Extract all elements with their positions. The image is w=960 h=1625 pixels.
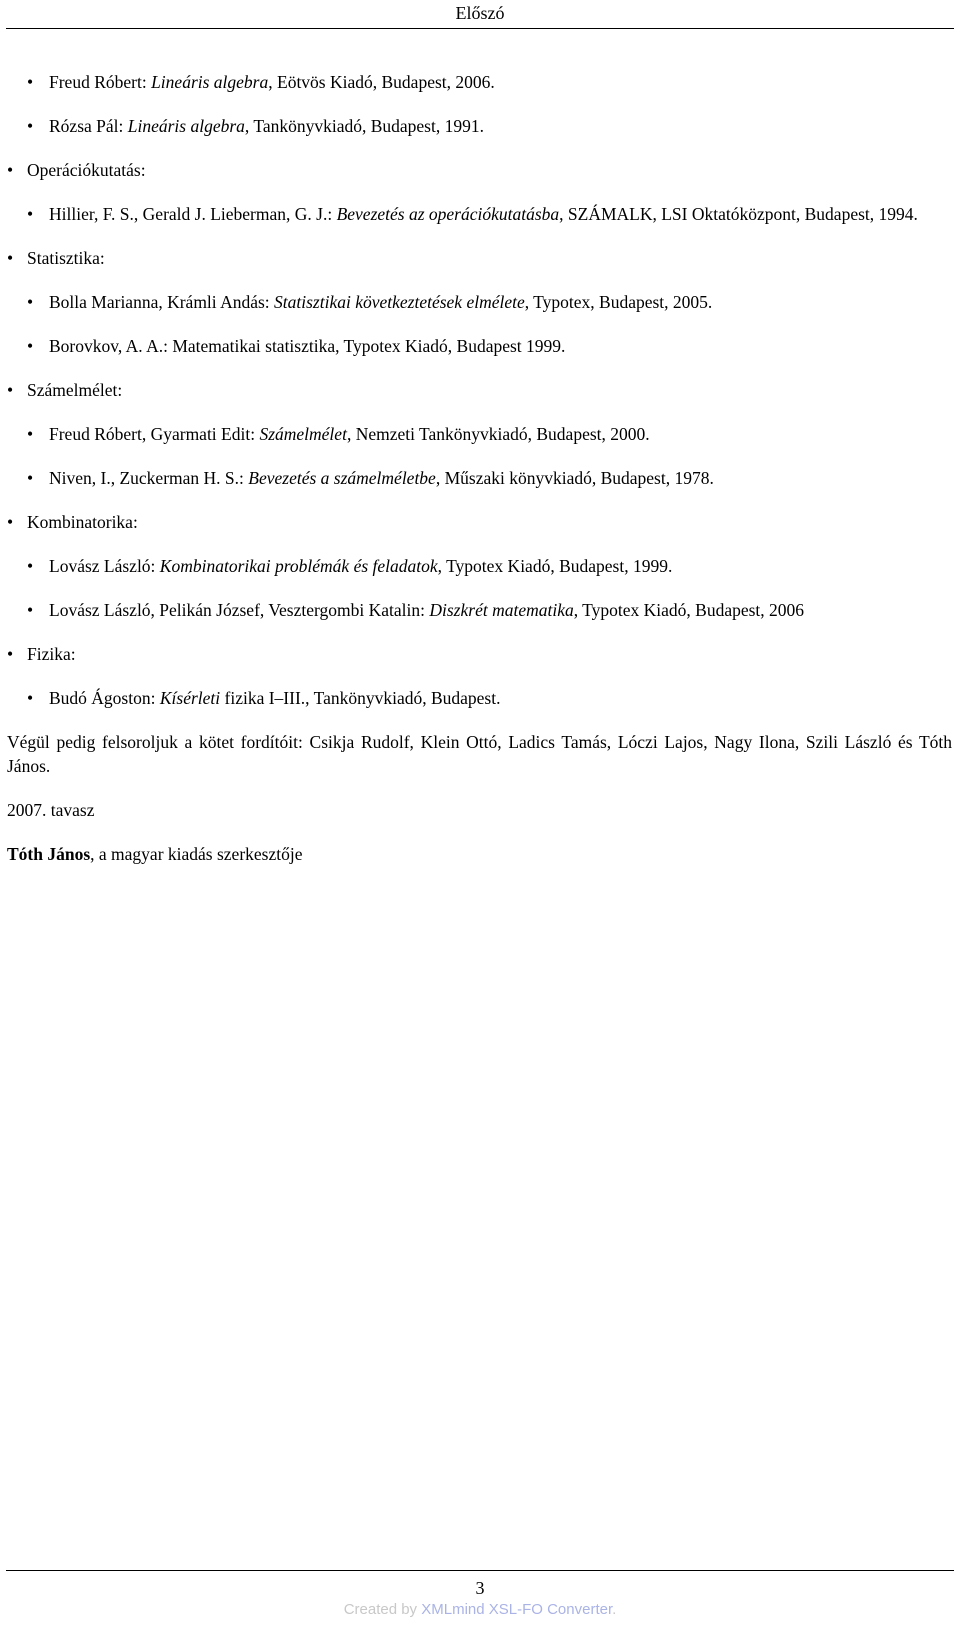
date-line: 2007. tavasz	[7, 800, 95, 820]
item-text: Lovász László, Pelikán József, Vesztergombi Katalin:	[49, 600, 430, 620]
page-content	[7, 70, 952, 886]
list-item	[7, 334, 952, 358]
item-text: , Typotex, Budapest, 2005.	[524, 292, 713, 312]
bullet-icon: •	[27, 336, 34, 356]
item-title: Kísérleti	[159, 688, 221, 708]
item-text: Budó Ágoston:	[49, 688, 160, 708]
item-text: Fizika:	[27, 644, 76, 664]
item-text: Statisztika:	[27, 248, 105, 268]
list-heading	[7, 158, 952, 182]
item-title: Kombinatorikai problémák és feladatok	[159, 556, 438, 576]
item-text: Freud Róbert:	[49, 72, 152, 92]
bullet-icon: •	[27, 72, 34, 92]
item-title: Bevezetés a számelméletbe	[248, 468, 436, 488]
reference-list	[7, 70, 952, 710]
item-text: Freud Róbert, Gyarmati Edit:	[49, 424, 260, 444]
converter-credit	[0, 1600, 960, 1620]
item-title: Lineáris algebra	[127, 116, 245, 136]
bullet-icon: •	[7, 644, 14, 664]
bullet-icon: •	[27, 688, 34, 708]
bullet-icon: •	[7, 248, 14, 268]
list-item	[7, 70, 952, 94]
item-text: , SZÁMALK, LSI Oktatóközpont, Budapest, 1994.	[559, 204, 918, 224]
translators-paragraph: Végül pedig felsoroljuk a kötet fordítóit: Csikja Rudolf, Klein Ottó, Ladics Tamás, Lóczi Lajos, Nagy Ilona, Szili László és Tóth János.	[7, 732, 952, 776]
item-title: Bevezetés az operációkutatásba	[336, 204, 560, 224]
page-number: 3	[475, 1578, 485, 1598]
bullet-icon: •	[27, 468, 34, 488]
item-text: Niven, I., Zuckerman H. S.:	[49, 468, 249, 488]
list-item	[7, 466, 952, 490]
credit-link[interactable]: XMLmind XSL-FO Converter	[421, 1601, 613, 1618]
bullet-icon: •	[7, 380, 14, 400]
item-text: Borovkov, A. A.: Matematikai statisztika, Typotex Kiadó, Budapest 1999.	[49, 336, 566, 356]
credit-suffix: .	[612, 1601, 617, 1618]
item-text: , Műszaki könyvkiadó, Budapest, 1978.	[435, 468, 714, 488]
bullet-icon: •	[27, 292, 34, 312]
bullet-icon: •	[7, 512, 14, 532]
list-heading	[7, 378, 952, 402]
running-header: Előszó	[455, 3, 505, 23]
bullet-icon: •	[27, 424, 34, 444]
list-heading	[7, 246, 952, 270]
item-text: Kombinatorika:	[27, 512, 138, 532]
bullet-icon: •	[7, 160, 14, 180]
signature-line	[7, 842, 952, 866]
credit-prefix: Created by	[343, 1601, 422, 1618]
list-heading	[7, 642, 952, 666]
item-text: , Tankönyvkiadó, Budapest, 1991.	[244, 116, 484, 136]
bullet-icon: •	[27, 116, 34, 136]
list-heading	[7, 510, 952, 534]
item-title: Statisztikai következtetések elmélete	[274, 292, 525, 312]
item-text: Számelmélet:	[27, 380, 123, 400]
item-text: , Typotex Kiadó, Budapest, 1999.	[437, 556, 673, 576]
list-item	[7, 114, 952, 138]
header-rule	[6, 28, 954, 29]
item-text: fizika I–III., Tankönyvkiadó, Budapest.	[220, 688, 501, 708]
list-item	[7, 422, 952, 446]
item-title: Számelmélet	[259, 424, 347, 444]
signature-name: Tóth János	[7, 844, 91, 864]
bullet-icon: •	[27, 556, 34, 576]
list-item	[7, 598, 952, 622]
item-text: , Typotex Kiadó, Budapest, 2006	[573, 600, 805, 620]
item-text: , Nemzeti Tankönyvkiadó, Budapest, 2000.	[346, 424, 650, 444]
list-item	[7, 554, 952, 578]
list-item	[7, 686, 952, 710]
item-text: , Eötvös Kiadó, Budapest, 2006.	[268, 72, 495, 92]
item-text: Operációkutatás:	[27, 160, 146, 180]
list-item	[7, 290, 952, 314]
item-title: Diszkrét matematika	[429, 600, 574, 620]
bullet-icon: •	[27, 600, 34, 620]
item-text: Bolla Marianna, Krámli Andás:	[49, 292, 275, 312]
item-text: Rózsa Pál:	[49, 116, 128, 136]
signature-role: , a magyar kiadás szerkesztője	[90, 844, 303, 864]
item-text: Lovász László:	[49, 556, 160, 576]
bullet-icon: •	[27, 204, 34, 224]
list-item	[7, 202, 952, 226]
item-title: Lineáris algebra	[151, 72, 269, 92]
item-text: Hillier, F. S., Gerald J. Lieberman, G. J.:	[49, 204, 337, 224]
footer-rule	[6, 1570, 954, 1571]
